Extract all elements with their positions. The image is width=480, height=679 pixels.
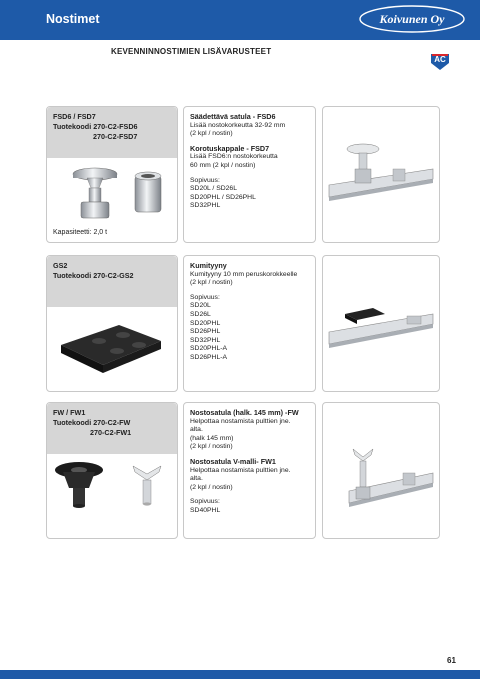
product-code-line: Tuotekoodi 270-C2-FW [53,418,131,427]
capacity-label: Kapasiteetti: 2,0 t [53,229,108,236]
product-code-title: GS2 [53,261,68,270]
description-line: (2 kpl / nostin) [190,483,233,491]
logo-text: Koivunen Oy [379,12,445,26]
installed-image-card [322,402,440,539]
product-code-header [47,256,177,307]
product-code-header [47,403,177,454]
product-code-line: Tuotekoodi 270-C2-FSD6 [53,122,138,131]
description-line: Kumityyny 10 mm peruskorokkeelle [190,270,298,278]
compatibility-item: SD20PHL [190,319,221,327]
bottom-banner [0,670,480,679]
compatibility-item: SD20PHL-A [190,345,228,353]
description-line: (2 kpl / nostin) [190,443,233,451]
product-card-fw [46,402,178,539]
compatibility-block [190,498,309,515]
description-line: 60 mm (2 kpl / nostin) [190,161,256,169]
description-line: Lisää nostokorkeutta 32-92 mm [190,121,286,129]
product-code-title: FW / FW1 [53,408,86,417]
page-title: Nostimet [46,12,100,26]
installed-image-card [322,106,440,243]
product-card-gs2 [46,255,178,392]
company-logo [358,4,466,34]
page-number: 61 [447,656,456,665]
top-banner [0,0,480,40]
description-heading: Nostosatula V-malli- FW1 [190,456,276,466]
compatibility-item: SD32PHL [190,336,221,344]
lift-arm-image [323,107,439,242]
description-heading: Korotuskappale - FSD7 [190,143,270,153]
compatibility-label: Sopivuus: [190,176,220,184]
description-line: (2 kpl / nostin) [190,279,233,287]
compatibility-item: SD26PHL [190,328,221,336]
compatibility-label: Sopivuus: [190,498,220,506]
product-card-fsd [46,106,178,243]
compatibility-item: SD40PHL [190,506,221,514]
description-card-fw [183,402,316,539]
description-line: Helpottaa nostamista pulttien jne. [190,417,291,425]
fsd-product-image [47,158,177,228]
description-line: alta. [190,426,203,434]
description-card-fsd [183,106,316,243]
compatibility-item: SD20PHL / SD26PHL [190,193,256,201]
description-card-gs2 [183,255,316,392]
compatibility-block [190,177,309,211]
product-code-line: Tuotekoodi 270-C2-GS2 [53,271,134,280]
compatibility-item: SD32PHL [190,202,221,210]
description-block [190,262,309,288]
product-code-title: FSD6 / FSD7 [53,112,96,121]
description-line: (halk 145 mm) [190,434,234,442]
lift-arm-fw-image [323,403,439,538]
section-subtitle: KEVENNINNOSTIMIEN LISÄVARUSTEET [111,47,272,56]
fw-saddle-image [47,454,177,538]
compatibility-label: Sopivuus: [190,293,220,301]
description-block [190,145,309,171]
description-heading: Nostosatula (halk. 145 mm) -FW [190,408,299,417]
compatibility-item: SD20L / SD26L [190,185,237,193]
description-heading: Kumityyny [190,261,227,270]
ac-badge-label: AC [434,55,446,64]
compatibility-item: SD26PHL-A [190,353,228,361]
description-line: Lisää FSD6:n nostokorkeutta [190,153,278,161]
ac-badge [430,53,450,71]
product-code-line: 270-C2-FSD7 [93,132,138,141]
lift-arm-pad-image [323,256,439,391]
description-line: (2 kpl / nostin) [190,130,233,138]
description-block [190,458,309,492]
product-code-line: 270-C2-FW1 [90,428,132,437]
compatibility-block [190,294,309,363]
description-block [190,113,309,139]
installed-image-card [322,255,440,392]
description-line: alta. [190,475,203,483]
compatibility-item: SD20L [190,302,211,310]
compatibility-item: SD26L [190,310,211,318]
description-line: Helpottaa nostamista pulttien jne. [190,466,291,474]
product-code-header [47,107,177,158]
description-heading: Säädettävä satula - FSD6 [190,112,276,121]
description-block [190,409,309,452]
rubber-pad-image [47,307,177,387]
